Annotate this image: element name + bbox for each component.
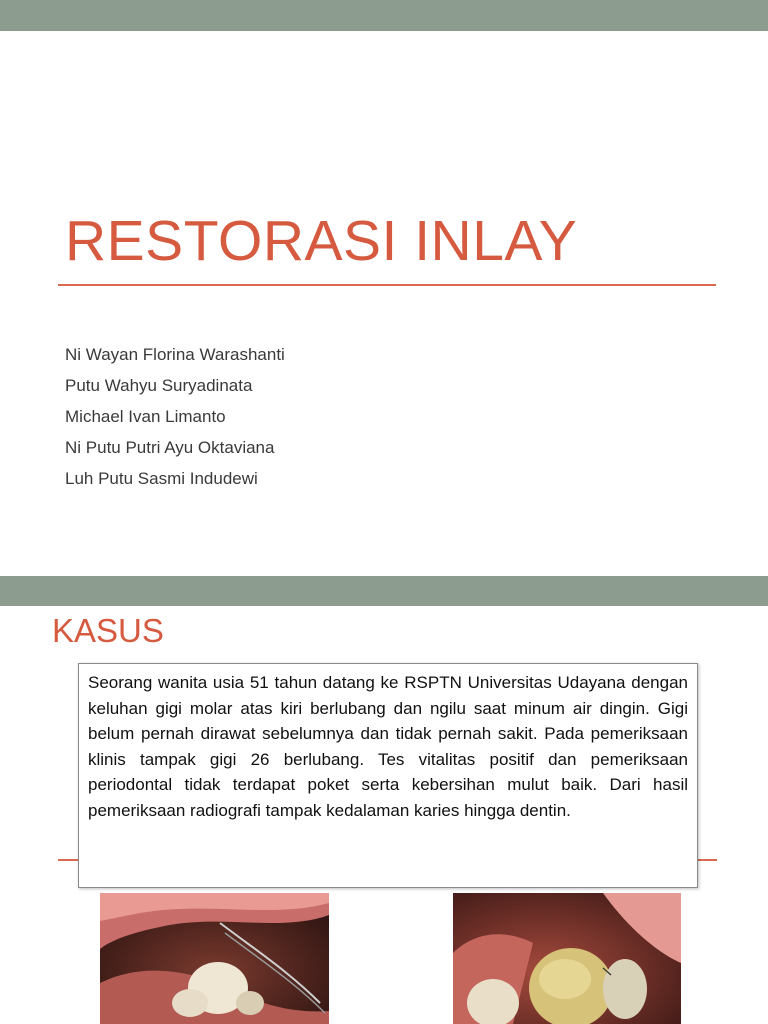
author-name: Putu Wahyu Suryadinata <box>65 376 253 395</box>
case-divider-right <box>697 859 717 861</box>
author-name: Michael Ivan Limanto <box>65 407 226 426</box>
clinical-photo-right <box>453 893 681 1024</box>
clinical-photo-left <box>100 893 329 1024</box>
case-divider-left <box>58 859 80 861</box>
slide-title: RESTORASI INLAY <box>65 209 578 273</box>
title-divider <box>58 284 716 286</box>
author-name: Luh Putu Sasmi Indudewi <box>65 469 258 488</box>
case-text-box <box>78 663 698 888</box>
top-header-bar <box>0 0 768 31</box>
case-description: Seorang wanita usia 51 tahun datang ke RSPTN Universitas Udayana dengan keluhan gigi molar atas kiri berlubang dan ngilu saat minum air dingin. Gigi belum pernah dirawat sebelumnya dan tidak pernah sakit. Pada pemeriksaan klinis tampak gigi 26 berlubang. Tes vitalitas positif dan pemeriksaan periodontal tidak terdapat poket serta kebersihan mulut baik. Dari hasil pemeriksaan radiografi tampak kedalaman karies hingga dentin. <box>88 673 688 820</box>
slide-separator-bar <box>0 576 768 606</box>
author-name: Ni Wayan Florina Warashanti <box>65 345 285 364</box>
title-slide <box>0 31 768 576</box>
author-list <box>65 339 285 494</box>
author-name: Ni Putu Putri Ayu Oktaviana <box>65 438 275 457</box>
case-heading: KASUS <box>52 612 164 649</box>
